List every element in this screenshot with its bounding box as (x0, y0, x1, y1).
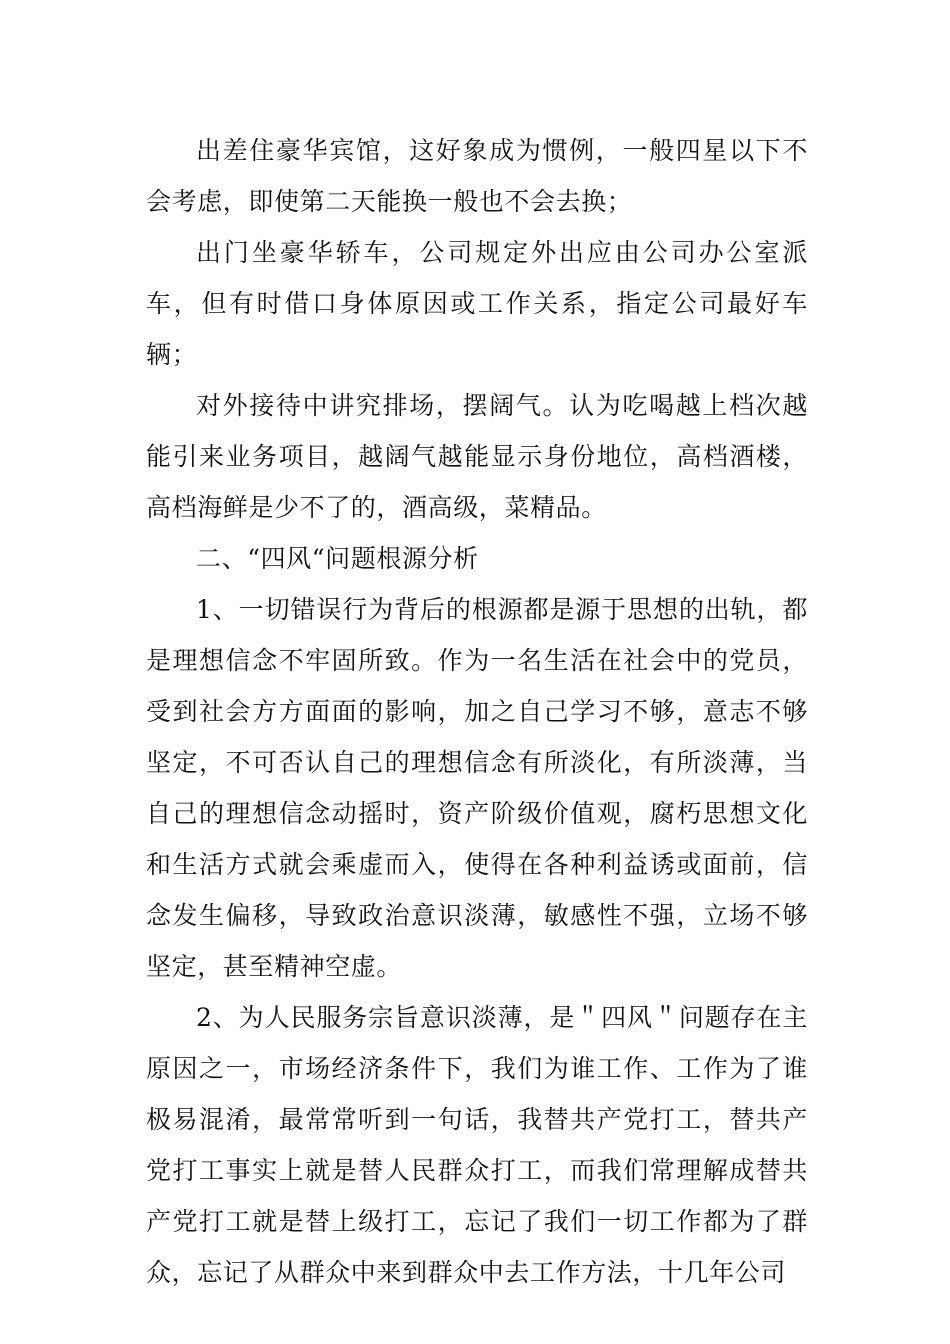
paragraph-hotel: 出差住豪华宾馆，这好象成为惯例，一般四星以下不会考虑，即使第二天能换一般也不会去换； (146, 136, 808, 216)
paragraph-car: 出门坐豪华轿车，公司规定外出应由公司办公室派车，但有时借口身体原因或工作关系，指定公司最好车辆； (146, 238, 808, 369)
document-body (146, 125, 808, 1298)
paragraph-point-2: 2、为人民服务宗旨意识淡薄，是＂四风＂问题存在主原因之一，市场经济条件下，我们为谁工作、工作为了谁极易混淆，最常常听到一句话，我替共产党打工，替共产党打工事实上就是替人民群众打工，而我们常理解成替共产党打工就是替上级打工，忘记了我们一切工作都为了群众，忘记了从群众中来到群众中去工作方法，十几年公司 (146, 1003, 808, 1287)
paragraph-point-1: 1、一切错误行为背后的根源都是源于思想的出轨，都是理想信念不牢固所致。作为一名生活在社会中的党员，受到社会方方面面的影响，加之自己学习不够，意志不够坚定，不可否认自己的理想信念有所淡化，有所淡薄，当自己的理想信念动摇时，资产阶级价值观，腐朽思想文化和生活方式就会乘虚而入，使得在各种利益诱或面前，信念发生偏移，导致政治意识淡薄，敏感性不强，立场不够坚定，甚至精神空虚。 (146, 595, 808, 981)
section-heading: 二、“四风“问题根源分析 (196, 544, 479, 573)
paragraph-reception: 对外接待中讲究排场，摆阔气。认为吃喝越上档次越能引来业务项目，越阔气越能显示身份地位，高档酒楼，高档海鲜是少不了的，酒高级，菜精品。 (146, 391, 808, 522)
